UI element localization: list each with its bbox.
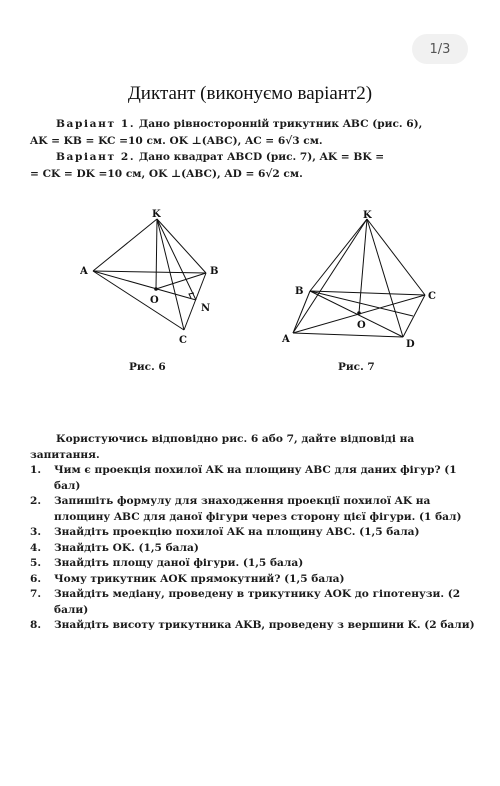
questions-block xyxy=(30,432,486,634)
figure-7-square-pyramid xyxy=(275,205,450,350)
question-item xyxy=(30,525,486,541)
question-text: Чому трикутник AOK прямокутний? (1,5 бала) xyxy=(54,572,345,585)
fig7-caption: Рис. 7 xyxy=(338,361,375,373)
question-number: 6. xyxy=(30,572,42,585)
variants-block xyxy=(30,116,482,182)
variant1-line1 xyxy=(30,116,482,133)
page-indicator: 1/3 xyxy=(412,34,468,64)
fig6-point-k: K xyxy=(152,209,161,220)
variant1-line2: AK = KB = KC =10 см. OK ⊥(ABC), AC = 6√3 см. xyxy=(30,134,323,147)
fig7-point-o: O xyxy=(357,320,366,331)
question-text: Знайдіть OK. (1,5 бала) xyxy=(54,541,199,554)
question-text: Знайдіть медіану, проведену в трикутнику AOK до гіпотенузи. (2 бали) xyxy=(54,588,461,616)
question-number: 4. xyxy=(30,541,42,554)
fig7-point-a: A xyxy=(282,334,290,345)
fig6-point-b: B xyxy=(210,266,219,277)
question-item xyxy=(30,494,486,525)
fig7-point-k: K xyxy=(363,210,372,221)
figure-6-triangle-pyramid xyxy=(80,205,230,345)
question-item xyxy=(30,556,486,572)
fig7-point-b: B xyxy=(295,286,304,297)
variant1-label: Варіант 1. xyxy=(56,118,136,130)
fig6-caption: Рис. 6 xyxy=(129,361,166,373)
fig7-point-c: C xyxy=(428,291,436,302)
fig6-point-o: O xyxy=(150,295,159,306)
variant2-text1: Дано квадрат ABCD (рис. 7), AK = BK = xyxy=(138,151,385,163)
question-item xyxy=(30,541,486,557)
variant2-line2: = CK = DK =10 см, OK ⊥(ABC), AD = 6√2 см. xyxy=(30,167,303,180)
question-item xyxy=(30,463,486,494)
question-number: 5. xyxy=(30,557,42,569)
fig6-point-a: A xyxy=(80,266,88,277)
question-item xyxy=(30,572,486,588)
question-number: 1. xyxy=(30,464,42,476)
variant1-text1: Дано рівносторонній трикутник ABC (рис. 6), xyxy=(138,118,423,130)
question-number: 7. xyxy=(30,588,42,600)
fig6-point-c: C xyxy=(179,335,187,345)
question-text: Запишіть формулу для знаходження проекції похилої AK на площину ABC для даної фігури через сторону цієї фігури. (1 бал) xyxy=(54,495,462,523)
question-item xyxy=(30,587,486,618)
question-text: Знайдіть проекцію похилої AK на площину ABC. (1,5 бала) xyxy=(54,526,420,538)
question-text: Чим є проекція похилої AK на площину ABC для даних фігур? (1 бал) xyxy=(54,464,457,492)
question-number: 3. xyxy=(30,526,42,538)
question-number: 2. xyxy=(30,495,42,507)
questions-list xyxy=(30,463,486,634)
question-item xyxy=(30,618,486,634)
question-text: Знайдіть висоту трикутника AKB, проведену з вершини K. (2 бали) xyxy=(54,619,475,631)
page-title: Диктант (виконуємо варіант2) xyxy=(127,83,373,104)
question-number: 8. xyxy=(30,619,42,631)
variant2-label: Варіант 2. xyxy=(56,151,136,163)
variant2-line1 xyxy=(30,149,482,166)
question-text: Знайдіть площу даної фігури. (1,5 бала) xyxy=(54,557,304,569)
fig7-point-d: D xyxy=(406,339,415,350)
fig6-point-n: N xyxy=(201,303,211,314)
questions-intro: Користуючись відповідно рис. 6 або 7, дайте відповіді на запитання. xyxy=(30,433,415,461)
